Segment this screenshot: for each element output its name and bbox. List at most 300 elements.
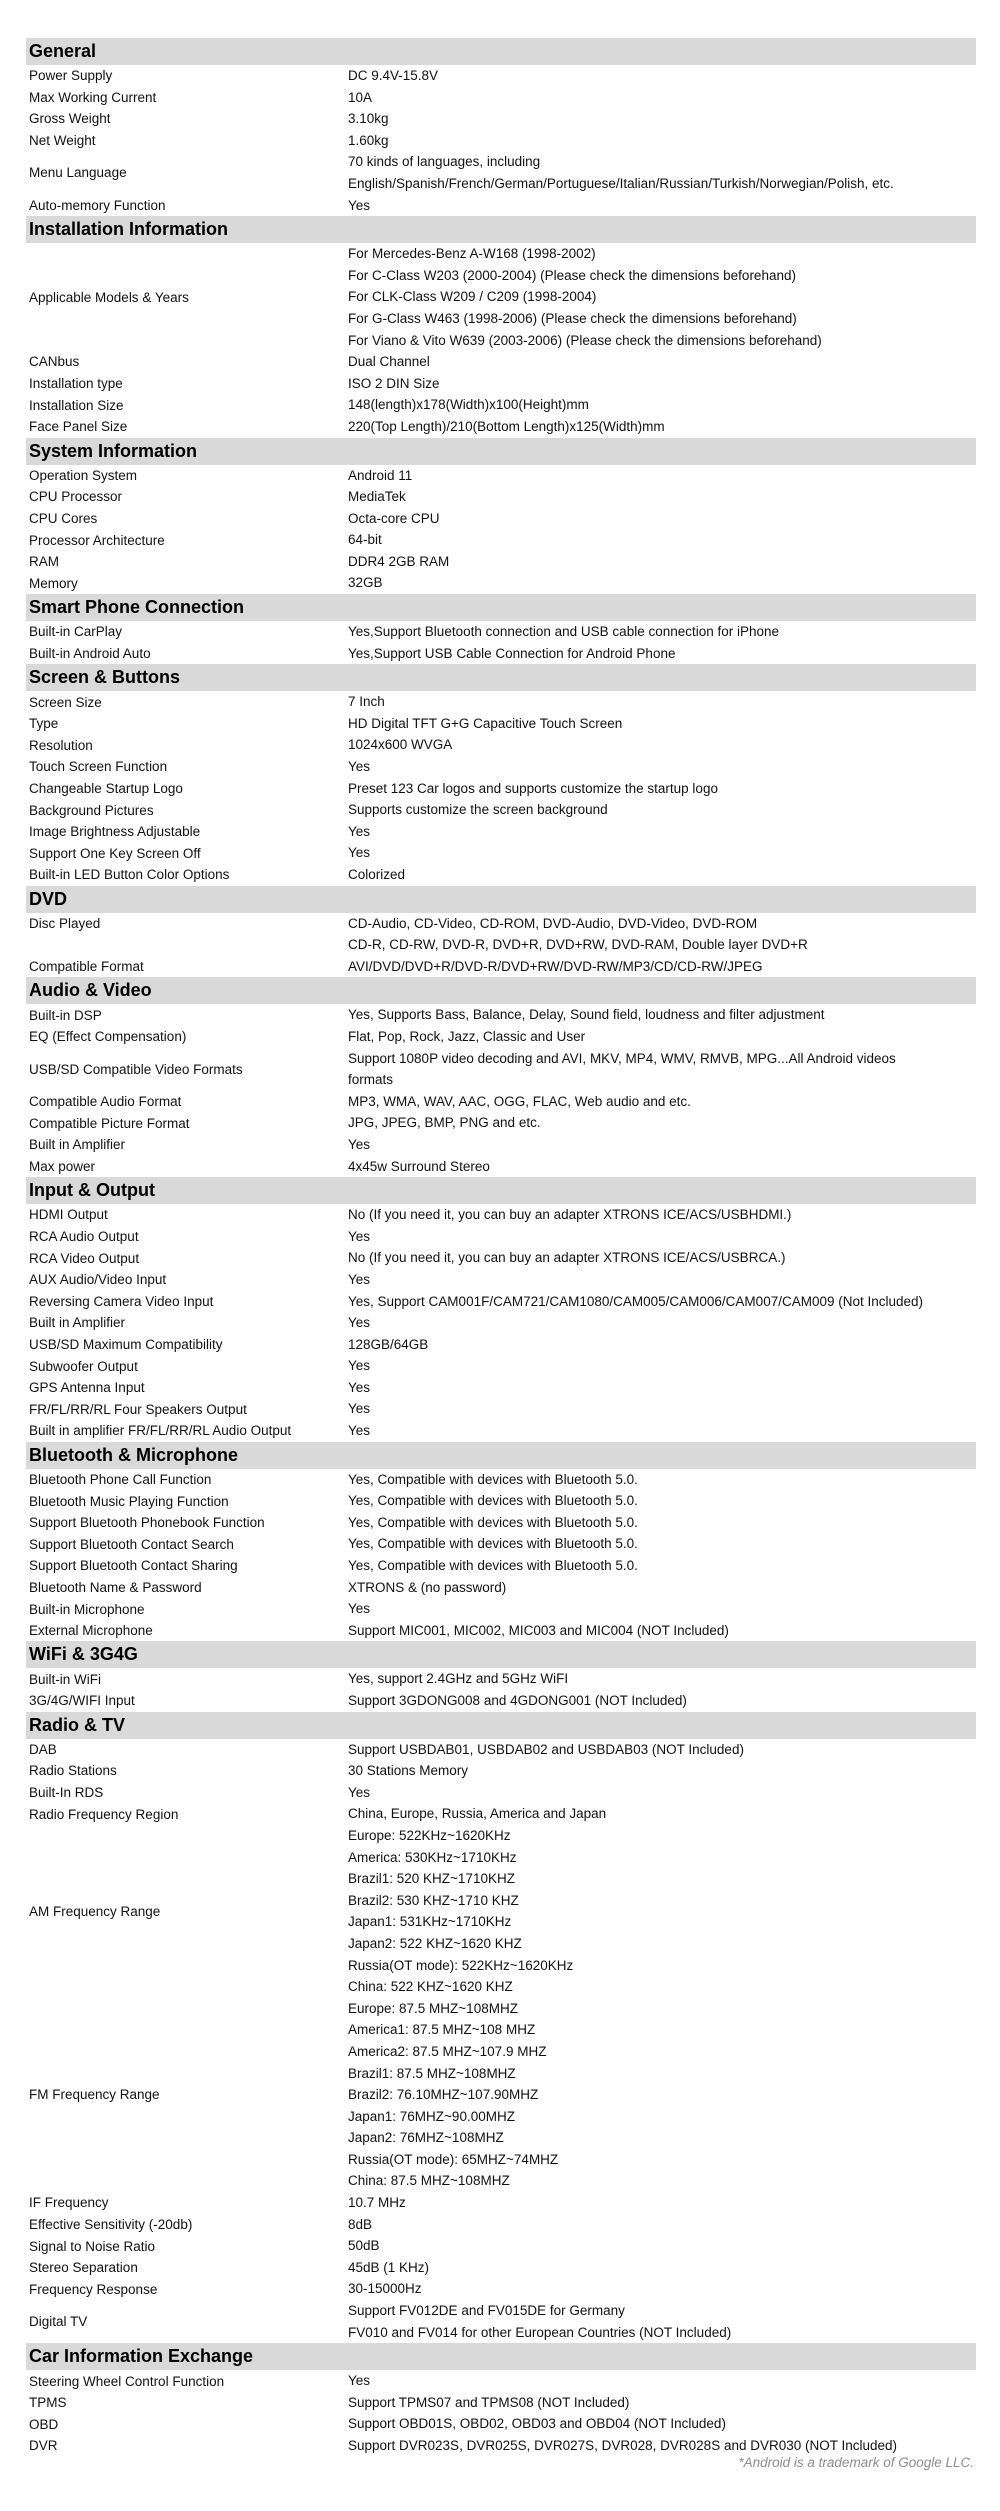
spec-value <box>348 842 976 864</box>
spec-value <box>348 1048 976 1091</box>
section-wifi-3g4g <box>26 1641 976 1711</box>
spec-value <box>348 1512 976 1534</box>
spec-label: Compatible Picture Format <box>29 1115 190 1131</box>
spec-label: FM Frequency Range <box>29 2087 160 2103</box>
spec-value <box>348 151 976 194</box>
spec-value-line: Dual Channel <box>348 354 430 370</box>
spec-row <box>26 1490 976 1512</box>
spec-label: Support One Key Screen Off <box>29 845 201 861</box>
spec-row <box>26 2435 976 2457</box>
spec-row <box>26 1398 976 1420</box>
spec-label: Built in amplifier FR/FL/RR/RL Audio Output <box>29 1423 292 1439</box>
section-system-information <box>26 438 976 595</box>
spec-value-line: CD-Audio, CD-Video, CD-ROM, DVD-Audio, DVD-Video, DVD-ROM <box>348 915 758 931</box>
spec-row <box>26 1312 976 1334</box>
spec-value <box>348 508 976 530</box>
spec-value-line: Japan2: 76MHZ~108MHZ <box>348 2130 504 2146</box>
section-header: Smart Phone Connection <box>26 594 976 621</box>
spec-row <box>26 373 976 395</box>
spec-label: RAM <box>29 554 59 570</box>
spec-row <box>26 130 976 152</box>
spec-value-line: 1024x600 WVGA <box>348 737 453 753</box>
section-header: Audio & Video <box>26 977 976 1004</box>
spec-value-line: For CLK-Class W209 / C209 (1998-2004) <box>348 289 597 305</box>
spec-value <box>348 1269 976 1291</box>
spec-table <box>26 38 976 2457</box>
spec-row <box>26 1377 976 1399</box>
section-header: Screen & Buttons <box>26 664 976 691</box>
spec-row <box>26 195 976 217</box>
spec-label: RCA Video Output <box>29 1250 140 1266</box>
spec-value-line: Yes <box>348 1358 371 1374</box>
spec-value <box>348 1598 976 1620</box>
spec-value-line: No (If you need it, you can buy an adapter XTRONS ICE/ACS/USBHDMI.) <box>348 1207 792 1223</box>
spec-value-line: Russia(OT mode): 522KHz~1620KHz <box>348 1957 574 1973</box>
spec-label: Menu Language <box>29 165 127 181</box>
spec-label: DAB <box>29 1741 57 1757</box>
spec-value <box>348 1760 976 1782</box>
spec-row <box>26 151 976 194</box>
spec-label: Radio Frequency Region <box>29 1806 179 1822</box>
spec-value-line: 7 Inch <box>348 694 385 710</box>
spec-row <box>26 1598 976 1620</box>
spec-value <box>348 108 976 130</box>
spec-label: Radio Stations <box>29 1763 117 1779</box>
spec-label: Memory <box>29 575 78 591</box>
spec-value-line: Yes, Supports Bass, Balance, Delay, Sound field, loudness and filter adjustment <box>348 1007 825 1023</box>
spec-value <box>348 2214 976 2236</box>
spec-label: Bluetooth Name & Password <box>29 1579 202 1595</box>
section-header: General <box>26 38 976 65</box>
spec-value-line: 148(length)x178(Width)x100(Height)mm <box>348 397 589 413</box>
spec-row <box>26 2214 976 2236</box>
section-audio-video <box>26 977 976 1177</box>
spec-row <box>26 2370 976 2392</box>
spec-row <box>26 508 976 530</box>
spec-label: Built-in Android Auto <box>29 645 151 661</box>
spec-label: Support Bluetooth Contact Sharing <box>29 1558 238 1574</box>
spec-value <box>348 1377 976 1399</box>
spec-value-line: Octa-core CPU <box>348 510 440 526</box>
spec-value <box>348 1420 976 1442</box>
spec-value-line: 32GB <box>348 575 383 591</box>
spec-label: FR/FL/RR/RL Four Speakers Output <box>29 1401 247 1417</box>
spec-value-line: Yes <box>348 759 371 775</box>
spec-label: CANbus <box>29 354 80 370</box>
spec-value-line: Flat, Pop, Rock, Jazz, Classic and User <box>348 1028 586 1044</box>
spec-value-line: 70 kinds of languages, including <box>348 154 541 170</box>
spec-label: GPS Antenna Input <box>29 1380 145 1396</box>
spec-label: RCA Audio Output <box>29 1229 139 1245</box>
spec-row <box>26 2300 976 2343</box>
spec-value <box>348 2300 976 2343</box>
spec-row <box>26 1247 976 1269</box>
spec-row <box>26 1533 976 1555</box>
spec-value-line: Yes <box>348 197 371 213</box>
spec-label: Built in Amplifier <box>29 1315 126 1331</box>
spec-row <box>26 486 976 508</box>
section-car-information-exchange <box>26 2343 976 2456</box>
spec-value-line: 50dB <box>348 2238 380 2254</box>
spec-label: Bluetooth Music Playing Function <box>29 1493 229 1509</box>
spec-label: CPU Cores <box>29 510 98 526</box>
spec-value-line: China, Europe, Russia, America and Japan <box>348 1806 607 1822</box>
spec-row <box>26 1512 976 1534</box>
spec-value <box>348 1469 976 1491</box>
spec-value <box>348 1334 976 1356</box>
spec-value <box>348 1533 976 1555</box>
spec-value-line: Yes <box>348 1401 371 1417</box>
spec-value-line: Colorized <box>348 867 406 882</box>
spec-value <box>348 1782 976 1804</box>
spec-value-line: China: 87.5 MHZ~108MHZ <box>348 2173 510 2189</box>
spec-row <box>26 1420 976 1442</box>
section-header: DVD <box>26 886 976 913</box>
spec-label: Screen Size <box>29 694 102 710</box>
spec-value <box>348 87 976 109</box>
spec-value-line: Support 1080P video decoding and AVI, MKV, MP4, WMV, RMVB, MPG...All Android videos <box>348 1050 896 1066</box>
spec-value-line: 30-15000Hz <box>348 2281 422 2297</box>
spec-value <box>348 956 976 978</box>
spec-row <box>26 351 976 373</box>
spec-row <box>26 1998 976 2192</box>
spec-value-line: Yes <box>348 1315 371 1331</box>
spec-row <box>26 1048 976 1091</box>
spec-value-line: Yes, Compatible with devices with Bluetooth 5.0. <box>348 1558 638 1574</box>
section-bluetooth-microphone <box>26 1442 976 1642</box>
spec-row <box>26 1291 976 1313</box>
spec-value <box>348 691 976 713</box>
spec-value-line: JPG, JPEG, BMP, PNG and etc. <box>348 1115 541 1131</box>
spec-label: Disc Played <box>29 915 101 931</box>
spec-value-line: America: 530KHz~1710KHz <box>348 1849 517 1865</box>
spec-value-line: formats <box>348 1072 394 1088</box>
spec-value-line: Japan2: 522 KHZ~1620 KHZ <box>348 1935 522 1951</box>
spec-value-line: Yes, support 2.4GHz and 5GHz WiFI <box>348 1671 569 1687</box>
spec-label: OBD <box>29 2416 59 2432</box>
spec-value-line: HD Digital TFT G+G Capacitive Touch Screen <box>348 715 623 731</box>
spec-row <box>26 621 976 643</box>
spec-label: Image Brightness Adjustable <box>29 824 201 840</box>
spec-row <box>26 842 976 864</box>
spec-label: Gross Weight <box>29 111 111 127</box>
spec-value <box>348 195 976 217</box>
spec-value <box>348 2413 976 2435</box>
spec-value <box>348 1312 976 1334</box>
spec-value-line: AVI/DVD/DVD+R/DVD-R/DVD+RW/DVD-RW/MP3/CD/CD-RW/JPEG <box>348 958 763 974</box>
spec-label: Installation type <box>29 376 123 392</box>
section-header: Input & Output <box>26 1177 976 1204</box>
spec-row <box>26 691 976 713</box>
spec-value-line: Yes <box>348 823 371 839</box>
spec-value-line: For C-Class W203 (2000-2004) (Please check the dimensions beforehand) <box>348 267 796 283</box>
spec-value <box>348 65 976 87</box>
spec-value <box>348 2257 976 2279</box>
spec-value <box>348 572 976 594</box>
spec-label: 3G/4G/WIFI Input <box>29 1693 135 1709</box>
spec-label: Subwoofer Output <box>29 1358 138 1374</box>
section-header: Radio & TV <box>26 1712 976 1739</box>
spec-value <box>348 2278 976 2300</box>
spec-value-line: FV010 and FV014 for other European Countries (NOT Included) <box>348 2324 732 2340</box>
spec-row <box>26 65 976 87</box>
spec-value-line: 30 Stations Memory <box>348 1763 469 1779</box>
spec-label: Type <box>29 716 59 732</box>
spec-label: Stereo Separation <box>29 2260 138 2276</box>
spec-row <box>26 1156 976 1178</box>
spec-label: USB/SD Maximum Compatibility <box>29 1336 223 1352</box>
spec-value-line: XTRONS & (no password) <box>348 1579 507 1595</box>
spec-value <box>348 1355 976 1377</box>
spec-value <box>348 551 976 573</box>
spec-value-line: Brazil2: 530 KHZ~1710 KHZ <box>348 1892 519 1908</box>
spec-row <box>26 551 976 573</box>
spec-value-line: Supports customize the screen background <box>348 802 608 818</box>
spec-row <box>26 864 976 886</box>
spec-label: Power Supply <box>29 68 113 84</box>
spec-label: Built-in Microphone <box>29 1601 145 1617</box>
spec-value-line: 45dB (1 KHz) <box>348 2259 430 2275</box>
spec-value <box>348 1577 976 1599</box>
spec-value-line: Support USBDAB01, USBDAB02 and USBDAB03 (NOT Included) <box>348 1741 744 1757</box>
spec-label: Signal to Noise Ratio <box>29 2238 156 2254</box>
spec-label: External Microphone <box>29 1623 153 1639</box>
spec-label: Installation Size <box>29 397 124 413</box>
spec-row <box>26 2413 976 2435</box>
section-installation-information <box>26 216 976 437</box>
spec-value-line: 10.7 MHz <box>348 2195 406 2211</box>
spec-value-line: America2: 87.5 MHZ~107.9 MHZ <box>348 2043 547 2059</box>
spec-row <box>26 2392 976 2414</box>
spec-label: Built-In RDS <box>29 1785 104 1801</box>
spec-value-line: 128GB/64GB <box>348 1336 429 1352</box>
spec-row <box>26 243 976 351</box>
spec-value <box>348 713 976 735</box>
spec-value-line: Yes,Support Bluetooth connection and USB cable connection for iPhone <box>348 624 780 640</box>
spec-row <box>26 1739 976 1761</box>
spec-row <box>26 1555 976 1577</box>
spec-row <box>26 913 976 956</box>
spec-label: EQ (Effect Compensation) <box>29 1029 187 1045</box>
spec-value <box>348 913 976 956</box>
spec-value-line: For Mercedes-Benz A-W168 (1998-2002) <box>348 246 596 262</box>
spec-value-line: Yes <box>348 2373 371 2389</box>
spec-value-line: Europe: 522KHz~1620KHz <box>348 1827 511 1843</box>
spec-label: AM Frequency Range <box>29 1903 161 1919</box>
spec-label: Net Weight <box>29 133 96 149</box>
spec-value <box>348 1204 976 1226</box>
spec-value <box>348 734 976 756</box>
spec-label: Built-in CarPlay <box>29 624 123 640</box>
spec-value <box>348 1247 976 1269</box>
spec-row <box>26 799 976 821</box>
spec-value <box>348 1134 976 1156</box>
spec-value <box>348 864 976 886</box>
spec-value <box>348 778 976 800</box>
spec-row <box>26 1355 976 1377</box>
spec-value-line: Yes <box>348 1423 371 1439</box>
section-header: Installation Information <box>26 216 976 243</box>
spec-row <box>26 572 976 594</box>
section-input-output <box>26 1177 976 1442</box>
spec-row <box>26 1112 976 1134</box>
spec-value-line: Yes, Compatible with devices with Bluetooth 5.0. <box>348 1471 638 1487</box>
spec-row <box>26 2192 976 2214</box>
spec-value <box>348 130 976 152</box>
spec-value <box>348 1226 976 1248</box>
spec-value <box>348 1004 976 1026</box>
spec-value-line: Yes, Compatible with devices with Bluetooth 5.0. <box>348 1536 638 1552</box>
spec-label: Digital TV <box>29 2314 88 2330</box>
spec-row <box>26 465 976 487</box>
spec-row <box>26 643 976 665</box>
spec-value <box>348 465 976 487</box>
spec-value-line: Yes,Support USB Cable Connection for Android Phone <box>348 645 676 661</box>
spec-value <box>348 1825 976 1998</box>
spec-label: Support Bluetooth Phonebook Function <box>29 1515 265 1531</box>
spec-value-line: English/Spanish/French/German/Portuguese/Italian/Russian/Turkish/Norwegian/Polish, etc. <box>348 175 894 191</box>
spec-row <box>26 1620 976 1642</box>
spec-row <box>26 1469 976 1491</box>
spec-value <box>348 1156 976 1178</box>
section-radio-tv <box>26 1712 976 2344</box>
spec-label: TPMS <box>29 2395 67 2411</box>
spec-row <box>26 2257 976 2279</box>
spec-value <box>348 486 976 508</box>
spec-row <box>26 1269 976 1291</box>
spec-value-line: Yes <box>348 845 371 861</box>
spec-value-line: DDR4 2GB RAM <box>348 553 450 569</box>
spec-label: DVR <box>29 2438 58 2454</box>
spec-value <box>348 1803 976 1825</box>
spec-value-line: Support MIC001, MIC002, MIC003 and MIC004 (NOT Included) <box>348 1622 729 1638</box>
spec-value-line: Japan1: 531KHz~1710KHz <box>348 1914 512 1930</box>
spec-value-line: Yes <box>348 1271 371 1287</box>
spec-value <box>348 1026 976 1048</box>
spec-value-line: 8dB <box>348 2216 373 2232</box>
spec-row <box>26 1091 976 1113</box>
spec-value-line: No (If you need it, you can buy an adapter XTRONS ICE/ACS/USBRCA.) <box>348 1250 786 1266</box>
spec-value <box>348 756 976 778</box>
spec-label: Background Pictures <box>29 802 154 818</box>
spec-label: CPU Processor <box>29 489 123 505</box>
spec-value-line: Brazil1: 87.5 MHZ~108MHZ <box>348 2065 516 2081</box>
spec-value <box>348 1112 976 1134</box>
spec-value <box>348 2192 976 2214</box>
spec-row <box>26 756 976 778</box>
spec-label: Reversing Camera Video Input <box>29 1293 214 1309</box>
spec-value-line: Europe: 87.5 MHZ~108MHZ <box>348 2000 518 2016</box>
spec-row <box>26 956 976 978</box>
spec-value-line: Brazil1: 520 KHZ~1710KHZ <box>348 1871 515 1887</box>
spec-row <box>26 1004 976 1026</box>
spec-value-line: 64-bit <box>348 532 382 548</box>
section-smart-phone-connection <box>26 594 976 664</box>
spec-value-line: 3.10kg <box>348 111 389 127</box>
section-header: System Information <box>26 438 976 465</box>
spec-value-line: 1.60kg <box>348 132 389 148</box>
spec-label: Resolution <box>29 737 93 753</box>
spec-value-line: Yes <box>348 1136 371 1152</box>
spec-label: Built-in WiFi <box>29 1671 102 1687</box>
spec-value <box>348 529 976 551</box>
spec-value-line: 4x45w Surround Stereo <box>348 1158 490 1174</box>
spec-value-line: 220(Top Length)/210(Bottom Length)x125(Width)mm <box>348 418 665 434</box>
spec-label: AUX Audio/Video Input <box>29 1272 167 1288</box>
spec-value <box>348 643 976 665</box>
spec-value <box>348 799 976 821</box>
spec-row <box>26 1577 976 1599</box>
spec-value <box>348 373 976 395</box>
spec-label: Support Bluetooth Contact Search <box>29 1536 234 1552</box>
spec-row <box>26 1668 976 1690</box>
spec-label: Face Panel Size <box>29 419 128 435</box>
spec-row <box>26 1782 976 1804</box>
spec-value <box>348 2435 976 2457</box>
spec-row <box>26 2278 976 2300</box>
spec-value <box>348 1620 976 1642</box>
spec-value <box>348 1398 976 1420</box>
spec-label: Built-in DSP <box>29 1007 102 1023</box>
spec-row <box>26 1825 976 1998</box>
spec-value <box>348 1091 976 1113</box>
spec-value-line: For Viano & Vito W639 (2003-2006) (Please check the dimensions beforehand) <box>348 332 822 348</box>
spec-row <box>26 1226 976 1248</box>
spec-label: Max Working Current <box>29 89 157 105</box>
spec-label: Auto-memory Function <box>29 197 166 213</box>
spec-value-line: America1: 87.5 MHZ~108 MHZ <box>348 2022 536 2038</box>
spec-row <box>26 416 976 438</box>
spec-value-line: Yes, Compatible with devices with Bluetooth 5.0. <box>348 1493 638 1509</box>
spec-label: Built-in LED Button Color Options <box>29 867 230 883</box>
spec-row <box>26 778 976 800</box>
spec-row <box>26 87 976 109</box>
spec-value <box>348 1291 976 1313</box>
spec-value-line: Support DVR023S, DVR025S, DVR027S, DVR028, DVR028S and DVR030 (NOT Included) <box>348 2438 898 2453</box>
spec-label: USB/SD Compatible Video Formats <box>29 1061 243 1077</box>
section-screen-buttons <box>26 664 976 885</box>
spec-value <box>348 1555 976 1577</box>
spec-label: Operation System <box>29 467 138 483</box>
spec-value <box>348 394 976 416</box>
spec-value <box>348 1690 976 1712</box>
trademark-footnote: *Android is a trademark of Google LLC. <box>738 2455 974 2470</box>
spec-row <box>26 821 976 843</box>
spec-value <box>348 2392 976 2414</box>
spec-label: Applicable Models & Years <box>29 289 189 305</box>
spec-row <box>26 1690 976 1712</box>
spec-value-line: Support TPMS07 and TPMS08 (NOT Included) <box>348 2394 630 2410</box>
spec-value <box>348 1490 976 1512</box>
spec-label: Compatible Audio Format <box>29 1094 182 1110</box>
spec-value <box>348 2235 976 2257</box>
spec-value-line: Support OBD01S, OBD02, OBD03 and OBD04 (NOT Included) <box>348 2416 726 2432</box>
spec-row <box>26 108 976 130</box>
spec-row <box>26 1026 976 1048</box>
spec-label: IF Frequency <box>29 2195 109 2211</box>
spec-value-line: For G-Class W463 (1998-2006) (Please check the dimensions beforehand) <box>348 310 797 326</box>
spec-row <box>26 1803 976 1825</box>
spec-label: Steering Wheel Control Function <box>29 2373 225 2389</box>
spec-value-line: ISO 2 DIN Size <box>348 375 440 391</box>
spec-value-line: Support FV012DE and FV015DE for Germany <box>348 2303 625 2319</box>
spec-label: HDMI Output <box>29 1207 108 1223</box>
spec-label: Bluetooth Phone Call Function <box>29 1471 212 1487</box>
spec-value <box>348 1668 976 1690</box>
section-header: WiFi & 3G4G <box>26 1641 976 1668</box>
spec-value-line: DC 9.4V-15.8V <box>348 68 439 83</box>
spec-value-line: Yes <box>348 1784 371 1800</box>
